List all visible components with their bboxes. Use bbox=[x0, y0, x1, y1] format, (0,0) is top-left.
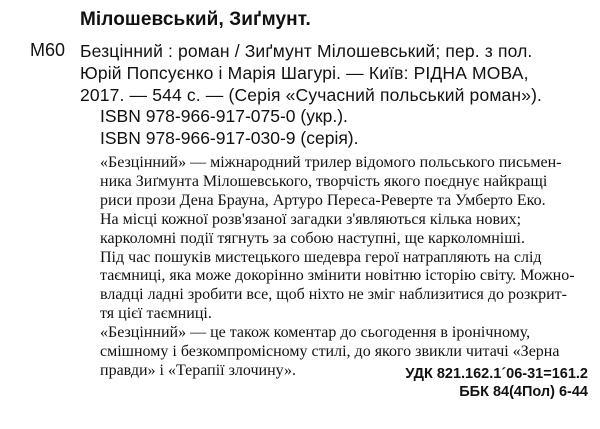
annotation-line: карколомні події тягнуть за собою наступні, ще карколомніші. bbox=[100, 229, 525, 247]
biblio-line: 2017. — 544 с. — (Серія «Сучасний польський роман»). bbox=[80, 85, 543, 105]
call-number: М60 bbox=[30, 40, 66, 60]
annotation-line: владці ладні зробити все, щоб ніхто не зміг наблизитися до розкрит- bbox=[100, 286, 567, 304]
annotation-line: правди» і «Терапії злочину». bbox=[100, 361, 297, 379]
udc-code: УДК 821.162.1´06-31=161.2 bbox=[405, 366, 588, 382]
author-heading: Мілошевський, Зиґмунт. bbox=[80, 9, 311, 30]
biblio-line: Безцінний : роман / Зиґмунт Мілошевський; пер. з пол. bbox=[80, 41, 533, 61]
annotation-paragraph bbox=[80, 249, 586, 325]
annotation-paragraph bbox=[80, 154, 586, 249]
annotation bbox=[80, 154, 586, 381]
annotation-line: смішному і безкомпромісному стилі, до якого звикли читачі «Зерна bbox=[100, 343, 560, 361]
bibliographic-description bbox=[80, 40, 590, 106]
annotation-line: тя цієї таємниці. bbox=[100, 305, 212, 323]
annotation-line: Під час пошуків мистецького шедевра герої натрапляють на слід bbox=[100, 248, 542, 266]
biblio-line: Юрій Попсуєнко і Марія Шагурі. — Київ: РІДНА МОВА, bbox=[80, 63, 529, 83]
isbn-ukr: ISBN 978-966-917-075-0 (укр.). bbox=[100, 106, 348, 126]
annotation-line: риси прози Дена Брауна, Артуро Переса-Реверте та Умберто Еко. bbox=[100, 191, 546, 209]
annotation-line: ника Зиґмунта Мілошевського, творчість якого поєднує найкращі bbox=[100, 172, 548, 190]
bbk-code: ББК 84(4Пол) 6-44 bbox=[459, 384, 588, 400]
annotation-line: «Безцінний» — це також коментар до сьогодення в іронічному, bbox=[100, 324, 531, 342]
isbn-series: ISBN 978-966-917-030-9 (серія). bbox=[100, 128, 359, 148]
annotation-line: На місці кожної розв'язаної загадки з'являються кілька нових; bbox=[100, 210, 522, 228]
annotation-line: «Безцінний» — міжнародний трилер відомого польського письмен- bbox=[100, 154, 562, 171]
annotation-line: таємниці, яка може докорінно змінити новітню історію світу. Можно- bbox=[100, 267, 575, 285]
